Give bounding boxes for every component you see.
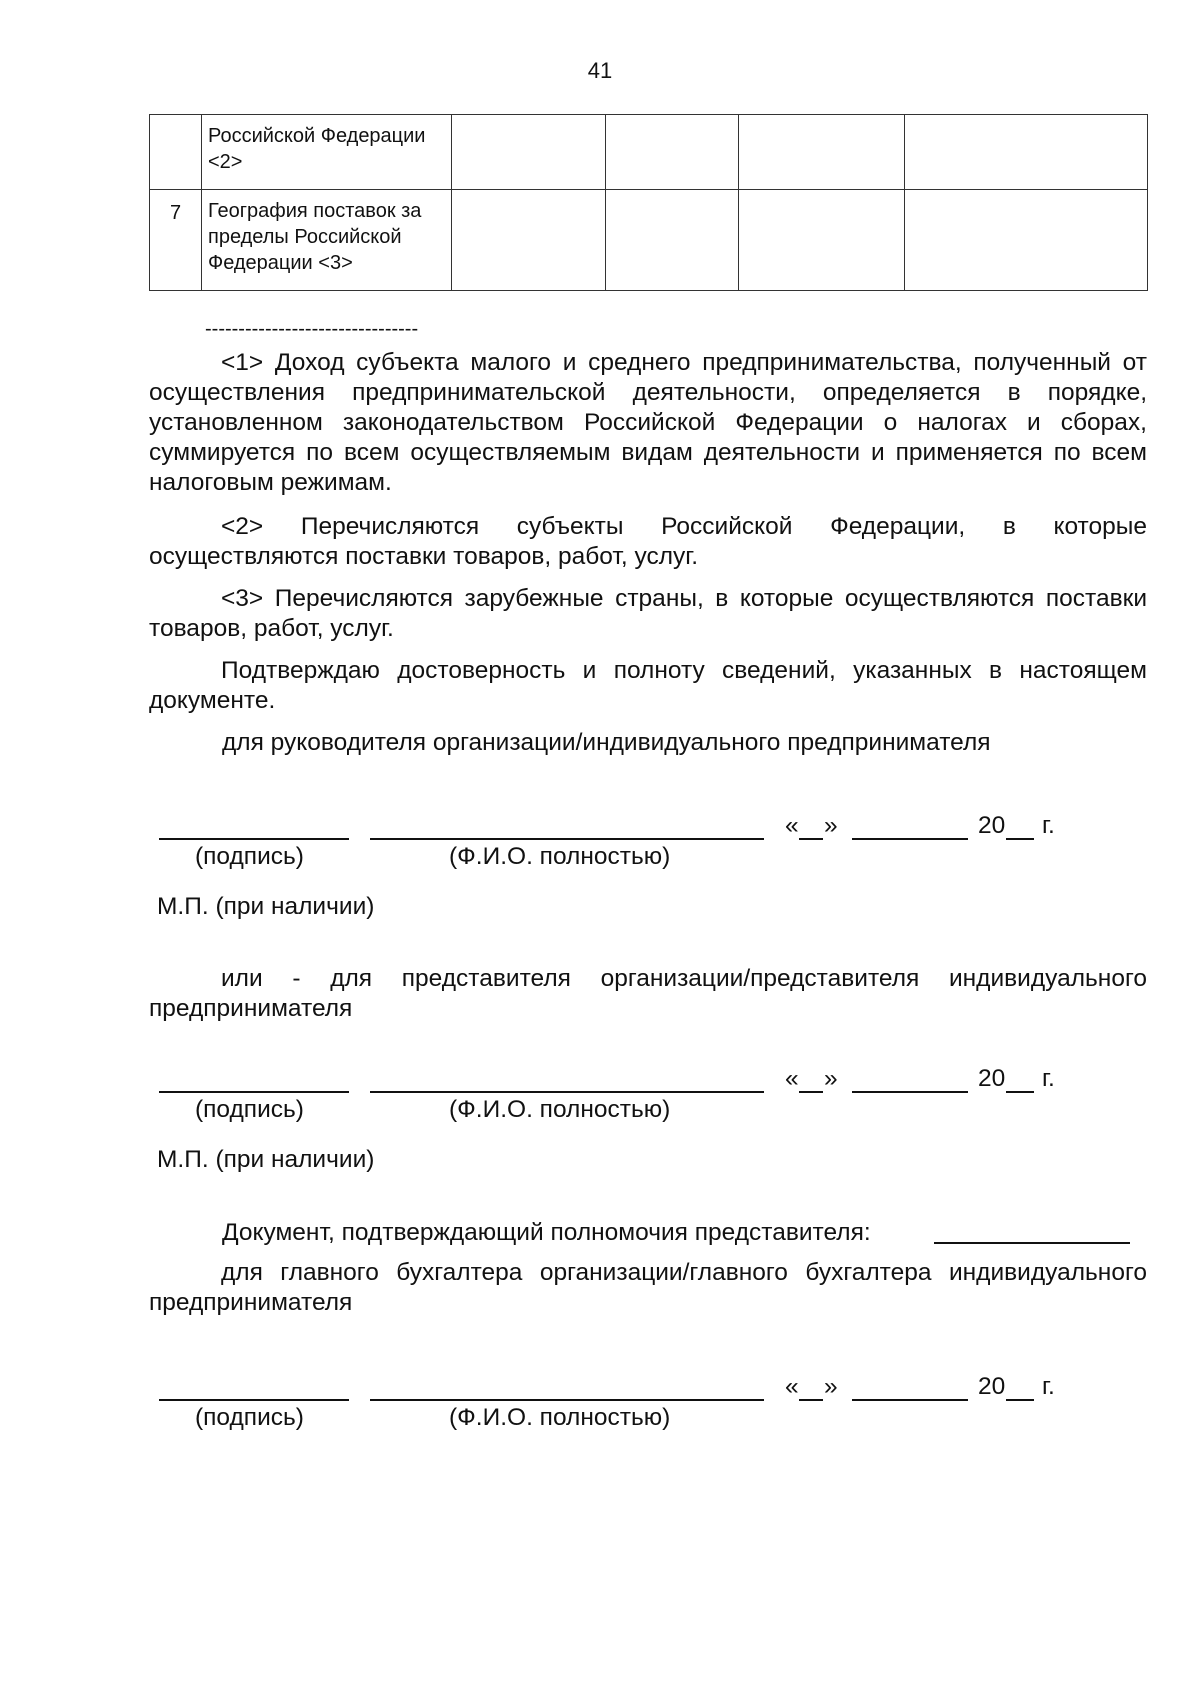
sign-line[interactable] <box>159 1399 349 1401</box>
footnote-2: <2> Перечисляются субъекты Российской Федерации, в которые осуществляются поставки товаров, работ, услуг. <box>149 513 1147 570</box>
sign-caption: (подпись) <box>195 1096 304 1123</box>
month-line[interactable] <box>852 838 968 840</box>
fio-line[interactable] <box>370 838 764 840</box>
data-table <box>149 114 1148 291</box>
date-quote-close: » <box>824 1373 838 1400</box>
footnote-separator: -------------------------------- <box>205 318 419 340</box>
table-cell <box>739 115 905 190</box>
footnote-3: <3> Перечисляются зарубежные страны, в которые осуществляются поставки товаров, работ, услуг. <box>149 585 1147 642</box>
signature-block-accountant <box>149 1369 1147 1439</box>
year-suffix: г. <box>1042 1373 1055 1400</box>
stamp-label: М.П. (при наличии) <box>157 893 375 920</box>
fio-caption: (Ф.И.О. полностью) <box>449 843 671 870</box>
sign-caption: (подпись) <box>195 843 304 870</box>
fio-caption: (Ф.И.О. полностью) <box>449 1096 671 1123</box>
year-line[interactable] <box>1006 1091 1034 1093</box>
table-cell <box>606 190 739 291</box>
accountant-label: для главного бухгалтера организации/главного бухгалтера индивидуального предпринимателя <box>149 1259 1147 1316</box>
month-line[interactable] <box>852 1091 968 1093</box>
date-quote-open: « <box>785 1065 799 1092</box>
table-cell <box>905 115 1148 190</box>
sign-caption: (подпись) <box>195 1404 304 1431</box>
year-suffix: г. <box>1042 812 1055 839</box>
fio-caption: (Ф.И.О. полностью) <box>449 1404 671 1431</box>
signature-block-rep <box>149 1061 1147 1131</box>
sign-line[interactable] <box>159 1091 349 1093</box>
date-quote-open: « <box>785 812 799 839</box>
date-quote-close: » <box>824 1065 838 1092</box>
table-row <box>150 115 1148 190</box>
table-cell <box>452 115 606 190</box>
page-number: 41 <box>587 58 613 83</box>
rep-doc-label: Документ, подтверждающий полномочия представителя: <box>222 1219 871 1246</box>
table-cell <box>452 190 606 291</box>
day-line[interactable] <box>799 838 823 840</box>
row-number <box>150 115 202 190</box>
date-quote-close: » <box>824 812 838 839</box>
table-row <box>150 190 1148 291</box>
rep-doc-line[interactable] <box>934 1242 1130 1244</box>
year-suffix: г. <box>1042 1065 1055 1092</box>
year-prefix: 20 <box>978 1065 1006 1092</box>
date-quote-open: « <box>785 1373 799 1400</box>
stamp-label: М.П. (при наличии) <box>157 1146 375 1173</box>
year-line[interactable] <box>1006 1399 1034 1401</box>
footnote-1: <1> Доход субъекта малого и среднего предпринимательства, полученный от осуществления предпринимательской деятельности, определяется в порядке, установленном законодательством Российской Федерации о налогах и сборах, суммируется по всем осуществляемым видам деятельности и применяется по всем налоговым режимам. <box>149 349 1147 496</box>
row-label: География поставок за пределы Российской Федерации <3> <box>202 190 452 291</box>
table-cell <box>606 115 739 190</box>
table-cell <box>739 190 905 291</box>
rep-label: или - для представителя организации/представителя индивидуального предпринимателя <box>149 965 1147 1022</box>
year-prefix: 20 <box>978 1373 1006 1400</box>
table-cell <box>905 190 1148 291</box>
signature-block-head <box>149 808 1147 878</box>
confirm-text: Подтверждаю достоверность и полноту сведений, указанных в настоящем документе. <box>149 657 1147 714</box>
head-label: для руководителя организации/индивидуального предпринимателя <box>222 729 991 756</box>
day-line[interactable] <box>799 1399 823 1401</box>
row-label: Российской Федерации <2> <box>202 115 452 190</box>
sign-line[interactable] <box>159 838 349 840</box>
fio-line[interactable] <box>370 1399 764 1401</box>
year-line[interactable] <box>1006 838 1034 840</box>
day-line[interactable] <box>799 1091 823 1093</box>
fio-line[interactable] <box>370 1091 764 1093</box>
month-line[interactable] <box>852 1399 968 1401</box>
year-prefix: 20 <box>978 812 1006 839</box>
row-number: 7 <box>150 190 202 291</box>
